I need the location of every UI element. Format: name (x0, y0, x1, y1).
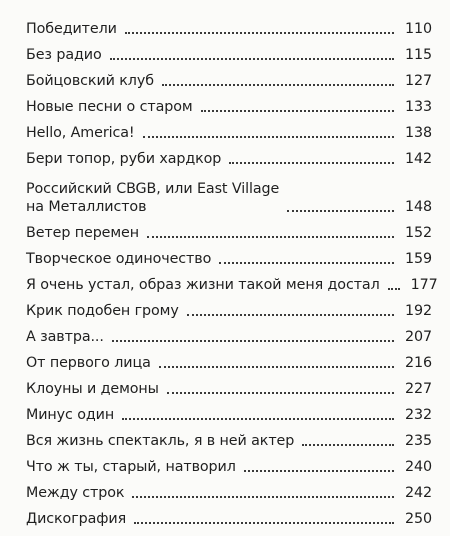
toc-entry-title: Клоуны и демоны (26, 381, 159, 397)
toc-entry (26, 294, 432, 320)
toc-entry (26, 168, 432, 216)
toc-entry-page: 127 (405, 73, 432, 89)
toc-entry-title: Без радио (26, 47, 102, 63)
toc-entry-page: 138 (405, 125, 432, 141)
toc-entry-title: Ветер перемен (26, 225, 139, 241)
toc-entry (26, 372, 432, 398)
toc-entry-page: 240 (405, 459, 432, 475)
toc-entry (26, 64, 432, 90)
toc-entry-title: Бери топор, руби хардкор (26, 151, 222, 167)
toc-entry-page: 216 (405, 355, 432, 371)
toc-entry-title: Творческое одиночество (26, 251, 212, 267)
dot-leader (187, 314, 394, 316)
toc-entry (26, 38, 432, 64)
toc-entry-page: 250 (405, 511, 432, 527)
toc-entry-page: 207 (405, 329, 432, 345)
toc-entry-page: 232 (405, 407, 432, 423)
toc-entry (26, 424, 432, 450)
toc-entry (26, 242, 432, 268)
toc-entry (26, 502, 432, 528)
toc-entry-title: От первого лица (26, 355, 151, 371)
toc-entry (26, 398, 432, 424)
toc-entry-title: Дискография (26, 511, 127, 527)
toc-entry (26, 90, 432, 116)
toc-entry-page: 110 (405, 21, 432, 37)
dot-leader (162, 84, 394, 86)
dot-leader (302, 444, 394, 446)
toc-entry-page: 152 (405, 225, 432, 241)
dot-leader (229, 162, 394, 164)
toc-entry-title: Между строк (26, 485, 125, 501)
toc-entry-page: 235 (405, 433, 432, 449)
dot-leader (134, 522, 394, 524)
dot-leader (201, 110, 394, 112)
toc-entry (26, 346, 432, 372)
toc-entry-page: 242 (405, 485, 432, 501)
toc-entry (26, 116, 432, 142)
toc-entry-title: Что ж ты, старый, натворил (26, 459, 236, 475)
dot-leader (287, 210, 394, 212)
toc-entry-title: Минус один (26, 407, 115, 423)
toc-entry-title: А завтра... (26, 329, 104, 345)
toc-entry (26, 320, 432, 346)
toc-entry-page: 142 (405, 151, 432, 167)
table-of-contents (26, 12, 438, 528)
toc-entry-title: Новые песни о старом (26, 99, 193, 115)
dot-leader (122, 418, 394, 420)
toc-entry-title: Бойцовский клуб (26, 73, 154, 89)
toc-entry (26, 268, 438, 294)
dot-leader (219, 262, 394, 264)
toc-entry-page: 115 (405, 47, 432, 63)
toc-entry-title: Hello, America! (26, 125, 135, 141)
dot-leader (132, 496, 394, 498)
toc-entry (26, 450, 432, 476)
dot-leader (147, 236, 394, 238)
toc-entry (26, 216, 432, 242)
toc-entry-title: Российский CBGB, или East Village на Металлистов (26, 181, 280, 215)
toc-entry (26, 476, 432, 502)
dot-leader (167, 392, 394, 394)
toc-entry-title: Я очень устал, образ жизни такой меня достал (26, 277, 380, 293)
dot-leader (143, 136, 394, 138)
toc-entry-page: 133 (405, 99, 432, 115)
toc-entry (26, 142, 432, 168)
toc-entry-title: Победители (26, 21, 117, 37)
dot-leader (110, 58, 394, 60)
dot-leader (388, 288, 400, 290)
toc-entry-page: 227 (405, 381, 432, 397)
toc-entry-page: 177 (410, 277, 438, 293)
dot-leader (112, 340, 394, 342)
toc-entry-title: Крик подобен грому (26, 303, 179, 319)
toc-entry-page: 148 (405, 199, 432, 215)
toc-entry-page: 192 (405, 303, 432, 319)
toc-entry-title: Вся жизнь спектакль, я в ней актер (26, 433, 295, 449)
toc-entry-page: 159 (405, 251, 432, 267)
dot-leader (159, 366, 394, 368)
dot-leader (244, 470, 394, 472)
dot-leader (125, 32, 394, 34)
toc-entry (26, 12, 432, 38)
